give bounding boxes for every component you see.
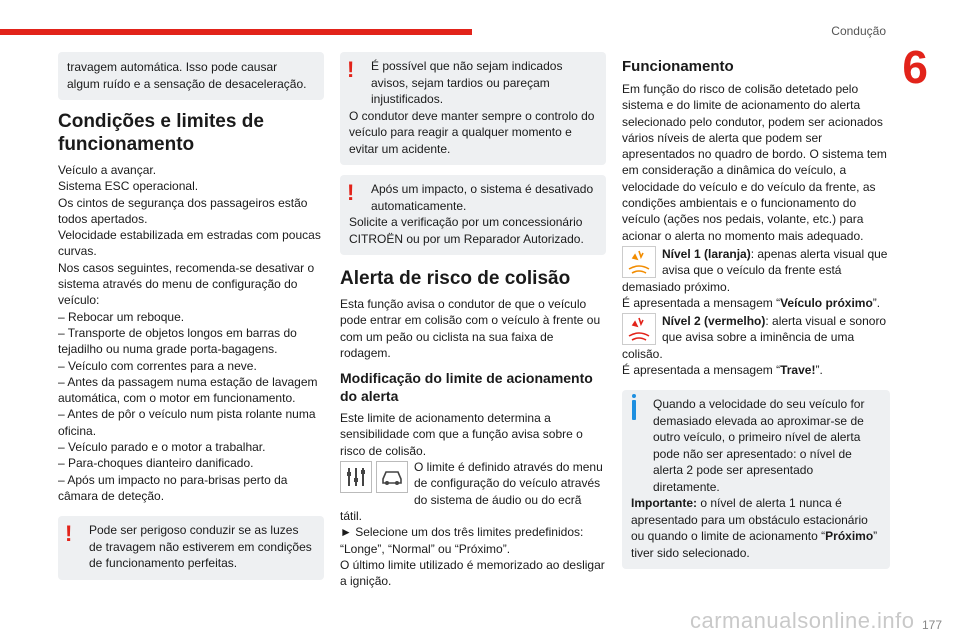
warning-exclamation-icon: ! [347, 180, 355, 205]
list-item: – Veículo com correntes para a neve. [58, 358, 257, 373]
warning-text: É possível que não sejam indicados avisos, sejam tardios ou pareçam injustificados. [371, 59, 563, 106]
settings-sliders-icon [340, 461, 372, 493]
list-item: – Veículo parado e o motor a trabalhar. [58, 440, 266, 455]
important-note [631, 495, 881, 561]
message-2 [622, 362, 890, 378]
watermark: carmanualsonline.info [690, 608, 915, 633]
paragraph-with-icons [340, 459, 606, 524]
message-prefix: É apresentada a mensagem “ [622, 295, 781, 310]
list-item: – Rebocar um reboque. [58, 309, 185, 324]
conditions-list [58, 162, 324, 504]
level-2-description: : alerta visual e sonoro que avisa sobre a iminência de uma colisão. [622, 314, 887, 361]
info-box [622, 390, 890, 569]
continued-note-box [58, 52, 324, 100]
important-value: Próximo [825, 529, 874, 544]
column-3 [622, 52, 890, 579]
paragraph: Este limite de acionamento determina a sensibilidade com que a função avisa sobre o risco de colisão. [340, 411, 583, 458]
page-number: 177 [921, 618, 942, 632]
list-item: Nos casos seguintes, recomenda-se desativar o sistema através do menu de configuração do veículo: [58, 260, 315, 308]
warning-text: O condutor deve manter sempre o controlo do veículo para reagir a qualquer momento e evitar um acidente. [349, 108, 595, 156]
message-suffix: ”. [872, 295, 881, 310]
warning-box [340, 175, 606, 255]
level-2-text [622, 313, 890, 362]
important-end: ” tiver sido selecionado. [631, 529, 878, 560]
warning-exclamation-icon: ! [347, 57, 355, 82]
message-value: Trave! [780, 363, 816, 378]
paragraph: O último limite utilizado é memorizado ao desligar a ignição. [340, 557, 605, 589]
column-1 [58, 52, 324, 590]
warning-text: Após um impacto, o sistema é desativado automaticamente. [371, 182, 594, 213]
paragraph-text: O limite é definido através do menu de configuração do veículo através do sistema de áudio ou do ecrã tátil. [340, 460, 603, 523]
step-text: ► Selecione um dos três limites predefinidos: “Longe”, “Normal” ou “Próximo”. [340, 525, 584, 556]
list-item: – Antes da passagem numa estação de lavagem automática, com o motor em funcionamento. [58, 374, 318, 406]
warning-box [58, 516, 324, 580]
note-line: travagem automática. Isso pode causar [67, 60, 278, 74]
message-suffix: ”. [815, 363, 823, 378]
note-line: algum ruído e a sensação de desaceleração. [67, 76, 307, 91]
warning-box [340, 52, 606, 165]
list-item: Veículo a avançar. [58, 163, 157, 177]
chapter-number: 6 [902, 41, 928, 93]
message-1 [622, 295, 890, 311]
level-1-text [622, 246, 890, 295]
level-1-label: Nível 1 (laranja) [662, 246, 751, 261]
important-text: o nível de alerta 1 nunca é apresentado para um obstáculo estacionário ou quando o limite de acionamento “ [631, 496, 868, 544]
paragraph: Em função do risco de colisão detetado pelo sistema e do limite de acionamento do alerta selecionado pelo condutor, podem ser acionados vários níveis de alerta que podem ser apresentados no quadro de bordo. O sistema tem em consideração a dinâmica do veículo, a velocidade do veículo e do veículo da frente, as condições ambientais e o funcionamento do veículo (ações nos pedais, volante, etc.) para acionar o alerta no momento mais adequado. [622, 82, 887, 243]
list-item: Sistema ESC operacional. [58, 179, 199, 194]
section-title: Condução [831, 24, 886, 38]
warning-exclamation-icon: ! [65, 521, 73, 547]
list-item: – Para-choques dianteiro danificado. [58, 456, 254, 471]
section-heading: Condições e limites de funcionamento [58, 111, 264, 155]
important-label: Importante: [631, 496, 697, 511]
subsection-heading: Modificação do limite de acionamento do alerta [340, 370, 593, 405]
list-item: – Transporte de objetos longos em barras do tejadilho ou numa grade porta-bagagens. [58, 325, 297, 357]
warning-text: Solicite a verificação por um concessionário CITROËN ou por um Reparador Autorizado. [349, 215, 584, 246]
collision-alert-red-icon [622, 313, 656, 345]
red-header-bar [0, 29, 472, 35]
info-icon [632, 400, 636, 420]
level-1-description: : apenas alerta visual que avisa que o veículo da frente está demasiado próximo. [622, 246, 888, 294]
message-value: Veículo próximo [780, 295, 873, 310]
list-item: – Após um impacto no para-brisas perto da câmara de deteção. [58, 472, 288, 503]
collision-alert-orange-icon [622, 246, 656, 278]
car-icon [376, 461, 408, 493]
list-item: Os cintos de segurança dos passageiros estão todos apertados. [58, 195, 308, 226]
section-heading: Alerta de risco de colisão [340, 268, 571, 289]
list-item: – Antes de pôr o veículo num pista rolante numa oficina. [58, 407, 316, 438]
menu-icons [340, 461, 408, 493]
level-2-label: Nível 2 (vermelho) [662, 314, 766, 329]
column-2 [340, 52, 606, 589]
warning-text: Pode ser perigoso conduzir se as luzes de travagem não estiverem em condições de funcionamento perfeitas. [89, 523, 312, 571]
subsection-heading: Funcionamento [622, 58, 734, 75]
intro-text: Esta função avisa o condutor de que o veículo pode entrar em colisão com o veículo à frente ou com um peão ou ciclista na sua faixa de rodagem. [340, 297, 601, 360]
message-prefix: É apresentada a mensagem “ [622, 363, 781, 378]
list-item: Velocidade estabilizada em estradas com poucas curvas. [58, 228, 321, 259]
info-text: Quando a velocidade do seu veículo for demasiado elevada ao aproximar-se de outro veículo, o primeiro nível de alerta pode não ser apresentado: o nível de alerta 2 pode ser apresentado diretamente. [653, 397, 865, 494]
